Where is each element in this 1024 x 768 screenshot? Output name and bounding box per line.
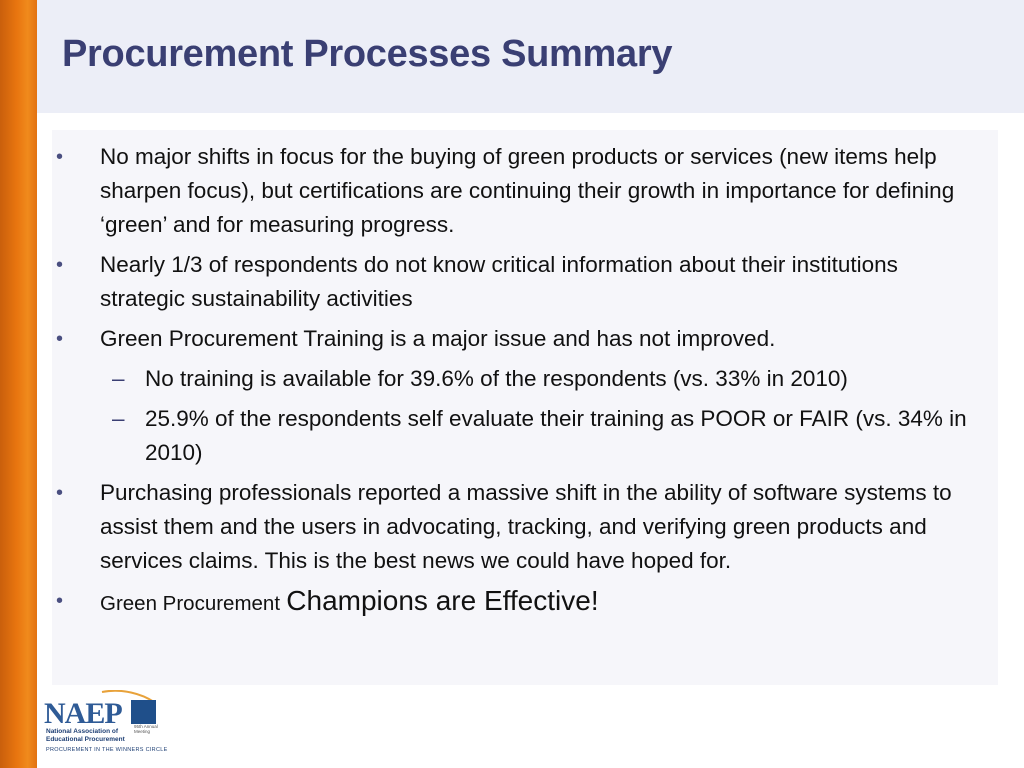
bullet-item <box>56 584 976 621</box>
logo-wordmark: NAEP <box>44 697 122 730</box>
bullet-item <box>56 140 976 242</box>
left-accent-bar <box>0 0 37 768</box>
bullet-text: No major shifts in focus for the buying of green products or services (new items help sharpen focus), but certifications are continuing their growth in importance for defining ‘green’ and for measuring progress. <box>100 144 955 237</box>
bullet-item <box>56 248 976 316</box>
bullet-icon: • <box>56 328 64 350</box>
slide-title: Procurement Processes Summary <box>62 33 673 75</box>
bullet-list <box>56 140 976 627</box>
bullet-icon: • <box>56 482 64 504</box>
logo-badge-text: 95th Annual Meeting <box>134 724 158 734</box>
sub-bullet-item <box>56 402 976 470</box>
bullet-text: Nearly 1/3 of respondents do not know critical information about their institutions strategic sustainability activities <box>100 252 898 311</box>
sub-bullet-text: No training is available for 39.6% of the respondents (vs. 33% in 2010) <box>145 366 848 391</box>
logo-tagline: PROCUREMENT IN THE WINNERS CIRCLE <box>46 747 168 753</box>
sub-bullet-item <box>56 362 976 396</box>
bullet-text: Purchasing professionals reported a massive shift in the ability of software systems to assist them and the users in advocating, tracking, and verifying green products and services claims. This is the best news we could have hoped for. <box>100 480 952 573</box>
bullet-icon: • <box>56 254 64 276</box>
dash-icon: – <box>112 406 125 431</box>
bullet-icon: • <box>56 590 64 612</box>
bullet-text: Green Procurement Training is a major issue and has not improved. <box>100 326 776 351</box>
bullet-text-small: Green Procurement <box>100 592 281 615</box>
dash-icon: – <box>112 366 125 391</box>
logo-badge <box>131 700 156 724</box>
bullet-item <box>56 322 976 356</box>
sub-bullet-text: 25.9% of the respondents self evaluate their training as POOR or FAIR (vs. 34% in 2010) <box>145 406 967 465</box>
bullet-icon: • <box>56 146 64 168</box>
logo-subtitle: National Association of Educational Procurement <box>46 728 125 743</box>
bullet-text-large: Champions are Effective! <box>286 585 599 616</box>
bullet-item <box>56 476 976 578</box>
